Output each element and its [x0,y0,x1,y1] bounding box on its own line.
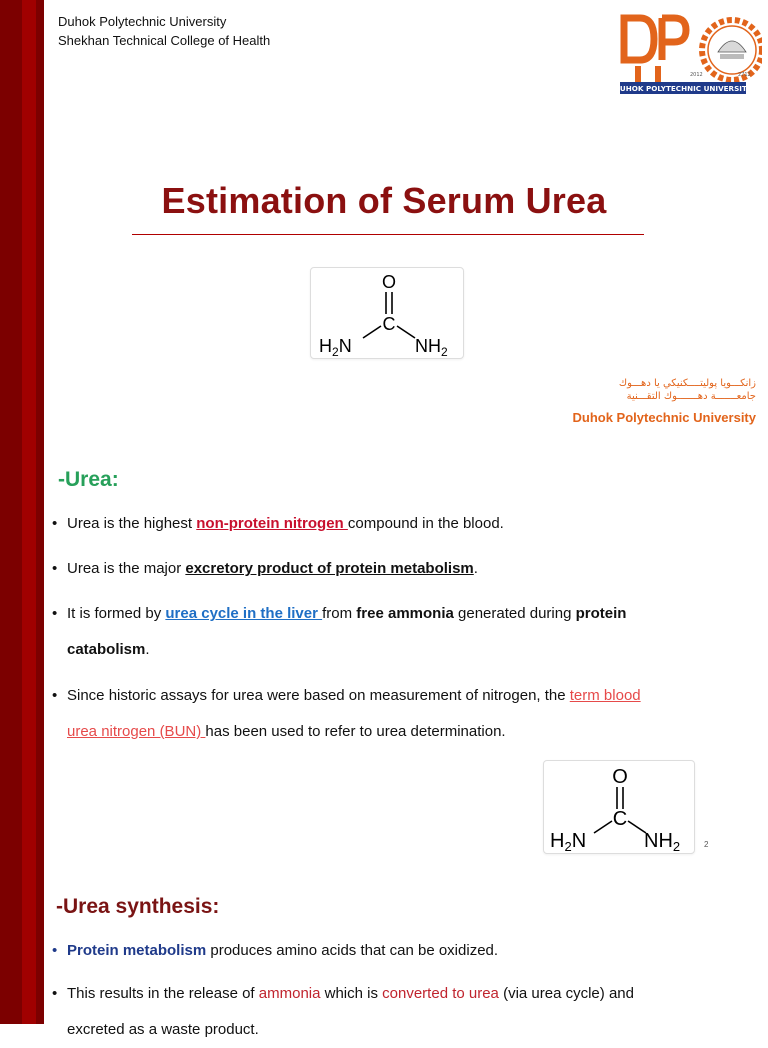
atom-c: C [382,314,396,334]
bun-link-part1[interactable]: term blood [569,687,641,704]
list-item: • Urea is the highest non-protein nitrogen compound in the blood. [52,506,757,542]
logo-year-left: 2012 [690,72,703,78]
urea-cycle-link[interactable]: urea cycle in the liver [165,605,323,622]
header-university: Duhok Polytechnic University [58,14,227,29]
bullet-icon: • [52,687,58,704]
heading-urea-synthesis: -Urea synthesis: [56,895,220,918]
bullet-icon: • [52,985,58,1002]
list-item: • This results in the release of ammonia which is converted to urea (via urea cycle) and [52,976,757,1012]
bullet-icon: • [52,942,58,959]
atom-o: O [612,766,628,788]
left-sidebar-band [0,0,44,1024]
page-number: 2 [704,840,709,849]
atom-o: O [381,272,397,292]
list-item-partial: excreted as a waste product. [67,1021,259,1038]
logo-banner-text: DUHOK POLYTECHNIC UNIVERSITY [614,84,753,93]
bullet-icon: • [52,560,58,577]
atom-c: C [612,808,628,830]
list-item: • Protein metabolism produces amino acids that can be oxidized. [52,933,757,969]
group-h2n: $H_2N$ [319,336,352,358]
logo-year-right: 2712 [738,72,751,78]
bullet-icon: • [52,605,58,622]
group-nh2: $NH_2$ [415,336,448,358]
title-underline [132,234,644,235]
bun-link-part2[interactable]: urea nitrogen (BUN) [67,723,206,740]
list-item: • Urea is the major excretory product of protein metabolism. [52,551,757,587]
urea-molecule-icon [544,761,694,853]
non-protein-nitrogen-link[interactable]: non-protein nitrogen [196,515,348,532]
dpu-letters-icon [624,18,686,90]
urea-structure-image-2 [543,760,695,854]
group-h2n: $H_2N$ [550,830,587,853]
urea-molecule-icon [311,268,463,358]
header-text [58,12,270,50]
group-nh2: $NH_2$ [644,830,681,853]
gear-icon [702,20,762,80]
urea-structure-image [310,267,464,359]
university-english-name: Duhok Polytechnic University [572,410,756,425]
page-title: Estimation of Serum Urea [161,180,607,221]
university-arabic-name: زانكـــويا پوليتــــكنيكي يا دهـــوك جامعـــــــة دهـــــــوك التقـــنية [618,378,756,402]
list-item: • Since historic assays for urea were based on measurement of nitrogen, the term blood urea nitrogen (BUN) has been used to refer to urea determination. [52,678,757,750]
university-logo [614,10,762,100]
header-college: Shekhan Technical College of Health [58,33,271,48]
list-item: • It is formed by urea cycle in the liver from free ammonia generated during protein catabolism. [52,596,757,668]
heading-urea: -Urea: [58,468,119,491]
bullet-icon: • [52,515,58,532]
